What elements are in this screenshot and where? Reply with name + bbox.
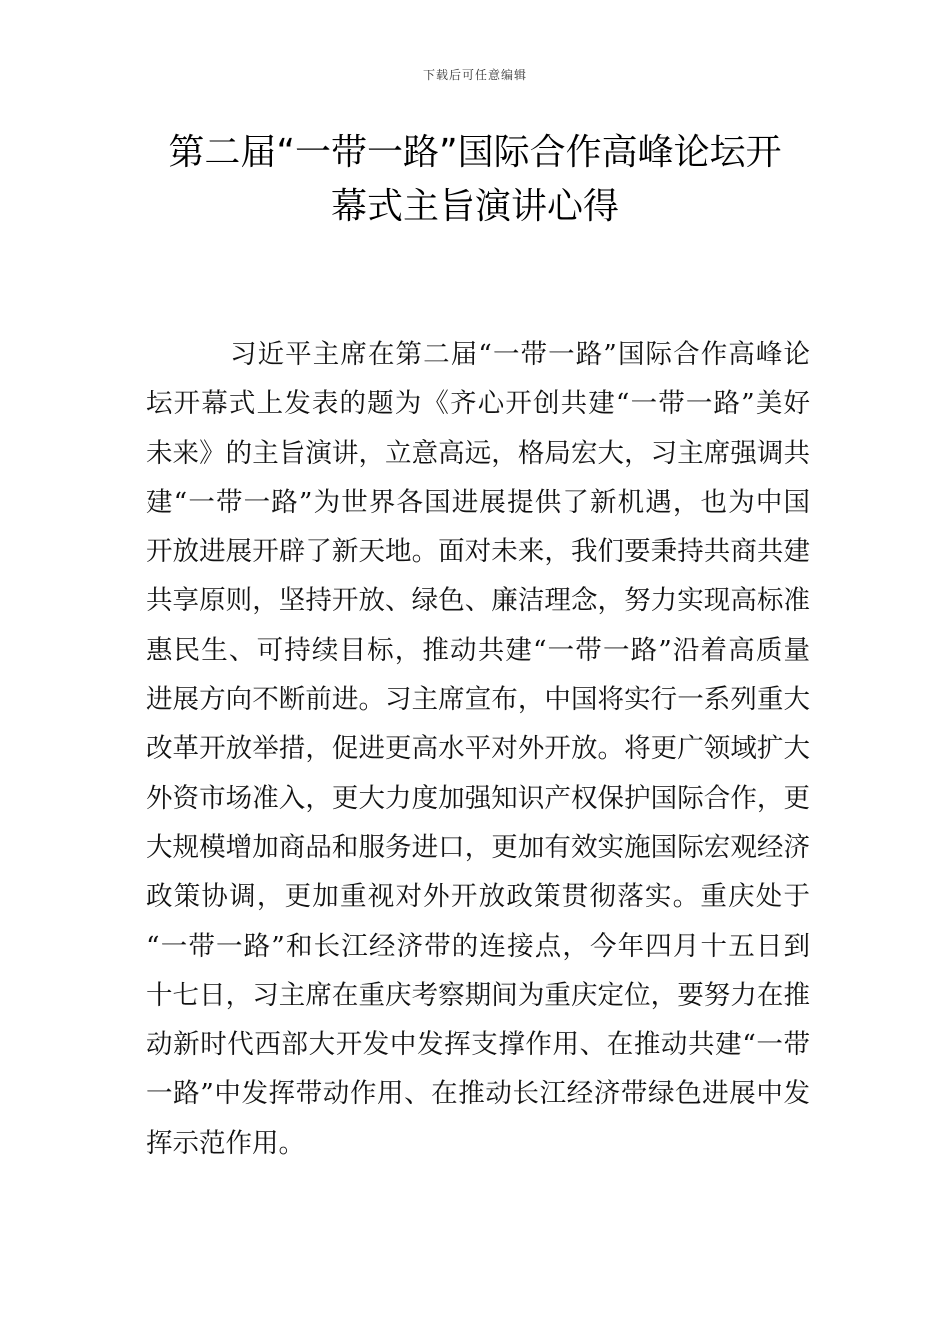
title-line: 幕式主旨演讲心得 xyxy=(330,186,619,227)
paragraph-line: 共享原则，坚持开放、绿色、廉洁理念，努力实现高标准 xyxy=(146,585,810,617)
paragraph-line: 外资市场准入，更大力度加强知识产权保护国际合作，更 xyxy=(146,782,810,814)
paragraph-line: 一路”中发挥带动作用、在推动长江经济带绿色进展中发 xyxy=(146,1078,810,1110)
paragraph-line: 政策协调，更加重视对外开放政策贯彻落实。重庆处于 xyxy=(146,881,810,913)
paragraph-line: 进展方向不断前进。习主席宣布，中国将实行一系列重大 xyxy=(146,684,810,716)
paragraph-line: 挥示范作用。 xyxy=(146,1127,305,1159)
paragraph-line: 惠民生、可持续目标，推动共建“一带一路”沿着高质量 xyxy=(146,634,810,666)
paragraph-line: 习近平主席在第二届“一带一路”国际合作高峰论 xyxy=(230,339,810,370)
page-title xyxy=(100,126,850,234)
paragraph-line: 动新时代西部大开发中发挥支撑作用、在推动共建“一带 xyxy=(146,1029,810,1061)
paragraph-line: 建“一带一路”为世界各国进展提供了新机遇，也为中国 xyxy=(146,486,810,518)
title-line: 第二届“一带一路”国际合作高峰论坛开 xyxy=(168,132,782,173)
paragraph-line: 开放进展开辟了新天地。面对未来，我们要秉持共商共建 xyxy=(146,536,810,568)
paragraph-line: 大规模增加商品和服务进口，更加有效实施国际宏观经济 xyxy=(146,831,810,863)
paragraph-line: “一带一路”和长江经济带的连接点，今年四月十五日到 xyxy=(146,930,810,962)
paragraph-line: 坛开幕式上发表的题为《齐心开创共建“一带一路”美好 xyxy=(146,388,810,420)
paragraph-line: 十七日，习主席在重庆考察期间为重庆定位，要努力在推 xyxy=(146,979,810,1011)
paragraph-line: 未来》的主旨演讲，立意高远，格局宏大，习主席强调共 xyxy=(146,437,810,469)
paragraph-line: 改革开放举措，促进更高水平对外开放。将更广领域扩大 xyxy=(146,733,810,765)
header-note: 下载后可任意编辑 xyxy=(422,68,527,82)
body-paragraph xyxy=(146,330,810,1168)
